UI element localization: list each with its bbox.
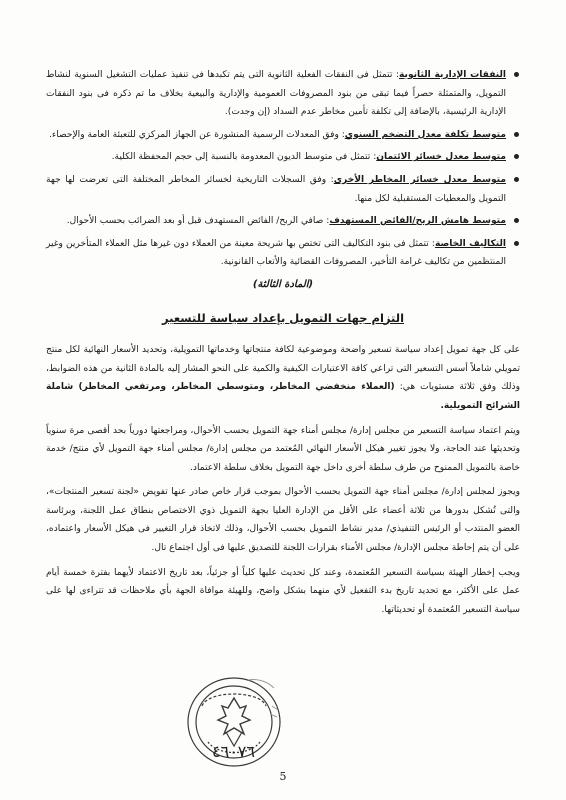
stamp-number: ٤٦٠٧٦ xyxy=(212,742,255,761)
definition-text: : وفق السجلات التاريخية لخسائر المخاطر المختلفة التى تعرضت لها جهة التمويل والمعطيات المستقبلية لكل منها. xyxy=(46,174,506,204)
paragraph xyxy=(46,422,520,478)
bullet-icon xyxy=(514,241,519,246)
definition-text: : تتمثل فى بنود التكاليف التى تختص بها شريحة معينة من العملاء دون غيرها مثل العملاء المتأخرين وغير المنتظمين من تكاليف غرامة التأخير، المصروفات القضائية والأتعاب القانونية. xyxy=(46,238,506,268)
bullet-icon xyxy=(514,132,519,137)
definition-term: متوسط معدل خسائر الائتمان xyxy=(376,152,506,163)
list-item xyxy=(46,212,520,231)
definition-text: : وفق المعدلات الرسمية المنشورة عن الجهاز المركزي للتعبئة العامة والإحصاء. xyxy=(49,129,345,140)
list-item xyxy=(46,148,520,167)
document-body xyxy=(46,66,520,625)
paragraph-text: ويجوز لمجلس إدارة/ مجلس أمناء جهة التمويل بحسب الأحوال بموجب قرار خاص صادر عنها تفويض «لجنة تسعير المنتجات»، والتى تُشكل بدورها من ثلاثة أعضاء على الأقل من الإدارة العليا بجهة التمويل ذوي الاختصاص بنطاق عمل اللجنة، وبرئاسة العضو المنتدب أو الرئيس التنفيذي/ مدير نشاط التمويل بحسب الأحوال، وذلك لاتخاذ قرار التغيير فى هيكل الأسعار واعتماده، على أن يتم إحاطة مجلس الإدارة/ مجلس الأمناء بقرارات اللجنة للتصديق عليها فى أول اجتماع تال. xyxy=(46,487,520,554)
definition-text: : تتمثل فى النفقات الفعلية الثانوية التى يتم تكبدها فى تنفيذ عمليات التشغيل السنوية لنشاط التمويل، والمتمثلة حصراً فيما تبقى من بنود المصروفات العمومية والإدارية والبيعية بخلاف ما تم ذكره فى بنود النفقات الإدارية الرئيسية، بالإضافة إلى تكلفة تأمين مخاطر عدم السداد (إن وجدت). xyxy=(46,70,506,118)
bullet-icon xyxy=(514,218,519,223)
paragraph xyxy=(46,564,520,620)
paragraph-bold-text: (العملاء منخفضي المخاطر، ومتوسطي المخاطر، ومرتفعي المخاطر) شاملة الشرائح التمويلية. xyxy=(46,382,520,411)
bullet-icon xyxy=(514,154,519,159)
definition-term: النفقات الإدارية الثانوية xyxy=(399,70,506,80)
definition-term: متوسط معدل خسائر المخاطر الأخرى xyxy=(333,174,507,185)
paragraph xyxy=(46,341,520,415)
list-item xyxy=(46,171,520,208)
article-number: (المادة الثالثة) xyxy=(252,278,314,290)
definition-term: التكاليف الخاصة xyxy=(434,238,507,249)
section-heading: التزام جهات التمويل بإعداد سياسة للتسعير xyxy=(161,310,405,325)
paragraph-text: على كل جهة تمويل إعداد سياسة تسعير واضحة وموضوعية لكافة منتجاتها وخدماتها التمويلية، وتحديد الأسعار النهائية لكل منتج تمويلي شاملاً أسس التسعير التى تراعي كافة الاعتبارات الكيفية والكمية على النحو المشار إليه بالمادة الثانية من هذه الضوابط، وذلك وفق ثلاثة مستويات هي: xyxy=(46,345,520,393)
definition-text: : تتمثل فى متوسط الديون المعدومة بالنسبة إلى حجم المحفظة الكلية. xyxy=(111,152,377,163)
definition-text: : صافي الربح/ الفائض المستهدف قبل أو بعد الضرائب بحسب الأحوال. xyxy=(66,216,330,227)
paragraph xyxy=(46,483,520,557)
paragraph-text: ويجب إخطار الهيئة بسياسة التسعير المُعتمدة، وعند كل تحديث عليها كلياً أو جزئياً، بعد تاريخ الاعتماد لأيهما بفترة خمسة أيام عمل على الأكثر، مع تحديد تاريخ بدء التفعيل لأي منهما بشكل واضح، وللهيئة موافاة الجهة بأي ملاحظات قد تتراءى لها على سياسة التسعير المُعتمدة أو تحديثاتها. xyxy=(46,567,520,615)
list-item xyxy=(46,235,520,272)
page-number: 5 xyxy=(279,770,287,783)
definitions-list xyxy=(46,66,520,272)
list-item xyxy=(46,66,520,122)
bullet-icon xyxy=(514,177,519,182)
definition-term: متوسط تكلفة معدل التضخم السنوي xyxy=(344,129,506,140)
definition-term: متوسط هامش الربح/الفائض المستهدف xyxy=(329,216,506,227)
paragraph-text: ويتم اعتماد سياسة التسعير من مجلس إدارة/ مجلس أمناء جهة التمويل بحسب الأحوال، ومراجعتها دورياً بحد أقصى مرة سنوياً وتحديثها عند الحاجة، ولا يجوز تغيير هيكل الأسعار النهائي المُعتمد من مجلس إدارة/ مجلس أمناء جهة التمويل لأي منتج/ خدمة خاصة بالتمويل الممنوح من طرف سلطة أخرى داخل جهة التمويل بخلاف سلطة الاعتماد. xyxy=(46,425,520,473)
bullet-icon xyxy=(514,72,519,77)
list-item xyxy=(46,126,520,145)
